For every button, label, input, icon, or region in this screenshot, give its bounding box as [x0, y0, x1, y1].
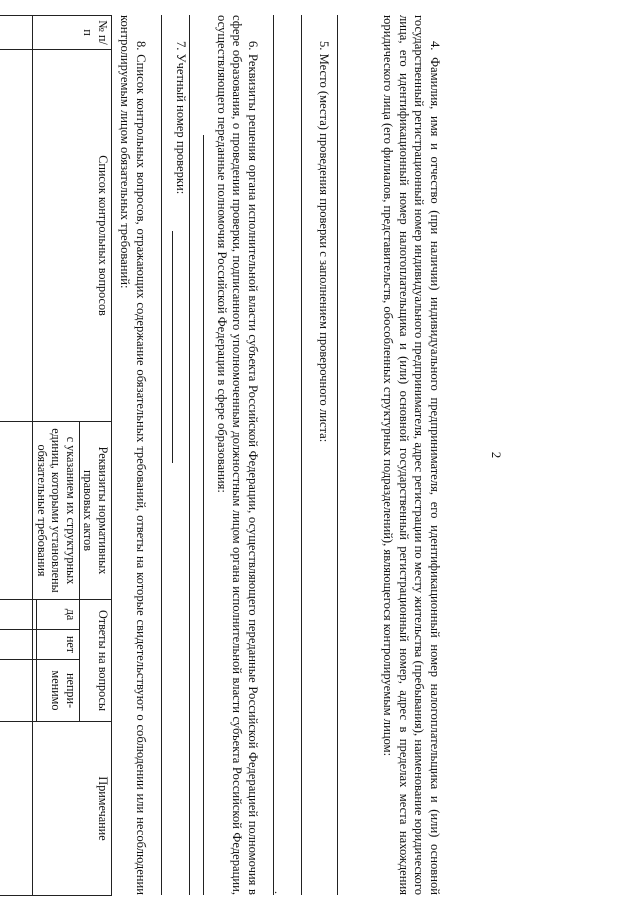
fill-line-6b	[189, 15, 190, 895]
page-number: 2	[489, 451, 504, 459]
fill-line-7	[172, 231, 173, 463]
paragraph-5-inspection-place: 5. Место (места) проведения проверки с заполнением проверочного листа:	[317, 41, 331, 443]
column-note-header: Примечание	[33, 722, 112, 896]
answer-na-cell	[33, 660, 37, 722]
table-row	[0, 16, 33, 896]
fill-line-4	[337, 15, 338, 895]
fill-line-5b	[273, 15, 274, 895]
column-number-header: № п/п	[33, 16, 112, 50]
checklist-table	[0, 15, 112, 896]
paragraph-8-checklist-intro: 8. Список контрольных вопросов, отражающих содержание обязательных требований, ответы на которые свидетельствуют о соблюдении или несоблюдении контролируемым лицом обязательных требований:	[118, 15, 148, 895]
fill-line-5a	[301, 15, 302, 895]
column-requisites-header: Реквизиты нормативных правовых актов	[80, 422, 112, 600]
document-sheet	[20, 15, 620, 895]
answer-na-header: непри-менимо	[37, 660, 80, 722]
paragraph-6-decision-requisites: 6. Реквизиты решения органа исполнительной власти субъекта Российской Федерации, осуществляющего переданные Российской Федерацией полномочия в сфере образования, о проведении проверки, подписанного уполномоченным должностным лицом органа исполнительной власти субъекта Российской Федерации, осуществляющего переданные полномочия Российской Федерации в сфере образования:	[214, 15, 260, 895]
fill-line-7b	[161, 15, 162, 895]
paragraph-4-controlled-person: 4. Фамилия, имя и отчество (при наличии) индивидуального предпринимателя, его идентификационный номер налогоплательщика и (или) основной государственный регистрационный номер индивидуального предпринимателя, адрес регистрации по месту жительства (пребывания), наименование юридического лица, его идентификационный номер налогоплательщика и (или) основной государственный регистрационный номер, адрес в пределах места нахождения юридического лица (его филиалов, представительств, обособленных структурных подразделений), являющегося контролируемым лицом:	[381, 15, 442, 895]
column-requisites-subheader: с указанием их структурных единиц, которыми установлены обязательные требования	[33, 422, 80, 600]
fill-line-end-dot: .	[272, 891, 286, 894]
answer-no-header: нет	[37, 630, 80, 660]
answer-yes-cell	[33, 600, 37, 630]
paragraph-7-registration-number: 7. Учетный номер проверки:	[174, 41, 188, 195]
answer-yes-header: да	[37, 600, 80, 630]
column-answers-header: Ответы на вопросы	[80, 600, 112, 722]
column-questions-header: Список контрольных вопросов	[33, 50, 112, 422]
answer-no-cell	[33, 630, 37, 660]
fill-line-6a	[203, 135, 204, 895]
